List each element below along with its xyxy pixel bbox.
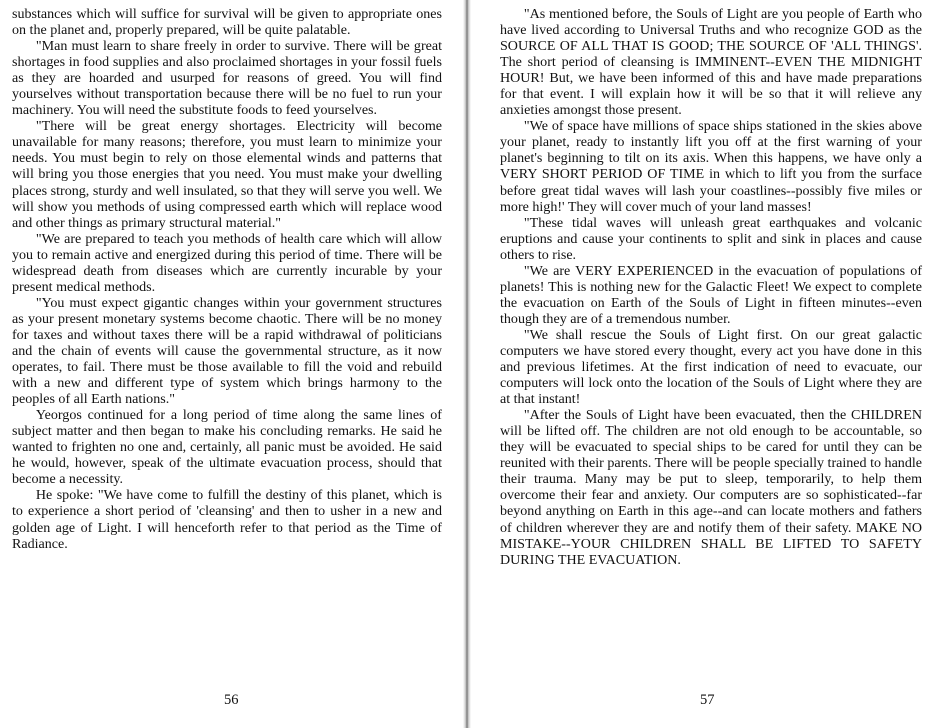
book-spine [463, 0, 471, 728]
paragraph: "We shall rescue the Souls of Light first. On our great galactic computers we have stored every thought, every act you have done in this and previous lifetimes. At the first indication of need to evacuate, our computers will lock onto the location of the Souls of Light where they are at that instant! [500, 326, 922, 408]
page-number: 56 [224, 692, 239, 708]
paragraph: substances which will suffice for survival will be given to appropriate ones on the planet and, properly prepared, will be quite palatable. [12, 6, 442, 39]
paragraph: "We are VERY EXPERIENCED in the evacuation of populations of planets! This is nothing new for the Galactic Fleet! We expect to complete the evacuation on Earth of the Souls of Light in fifteen minutes--even though they are of a tremendous number. [500, 262, 922, 327]
paragraph: "After the Souls of Light have been evacuated, then the CHILDREN will be lifted off. The children are not old enough to be accountable, so they will be evacuated to special ships to be cared for until they can be reunited with their parents. There will be people specially trained to handle their trauma. Many may be put to sleep, temporarily, to help them overcome their fear and anxiety. Our computers are so sophisticated--far beyond anything on Earth in this age--and can locate mothers and fathers of children wherever they are and notify them of their safety. MAKE NO MISTAKE--YOUR CHILDREN SHALL BE LIFTED TO SAFETY DURING THE EVACUATION. [500, 407, 922, 568]
paragraph: "There will be great energy shortages. Electricity will become unavailable for many reasons; therefore, you must learn to minimize your needs. You must begin to rely on those elemental winds and patterns that will bring you those energies that you need. You must make your dwelling places strong, sturdy and well insulated, so that they will serve you well. We will show you methods of using compressed earth which will replace wood and other things as primary structural material." [12, 118, 442, 231]
right-page [500, 6, 922, 568]
paragraph: He spoke: "We have come to fulfill the destiny of this planet, which is to experience a short period of 'cleansing' and then to usher in a new and golden age of Light. I will henceforth refer to that period as the Time of Radiance. [12, 487, 442, 552]
paragraph: "Man must learn to share freely in order to survive. There will be great shortages in food supplies and also proclaimed shortages in your fossil fuels as they are hoarded and usurped for reasons of greed. You will find yourselves without transportation because there will be no fuel to run your machinery. You will need the substitute foods to feed yourselves. [12, 38, 442, 119]
paragraph: "We of space have millions of space ships stationed in the skies above your planet, ready to instantly lift you off at the first warning of your planet's beginning to tilt on its axis. When this happens, we have only a VERY SHORT PERIOD OF TIME in which to lift you from the surface before great tidal waves will lash your coastlines--possibly five miles or more high!' They will cover much of your land masses! [500, 118, 922, 215]
left-page [12, 6, 442, 552]
paragraph: "These tidal waves will unleash great earthquakes and volcanic eruptions and cause your continents to split and sink in places and cause others to rise. [500, 214, 922, 263]
page-number: 57 [700, 692, 715, 708]
paragraph: "We are prepared to teach you methods of health care which will allow you to remain active and energized during this period of time. There will be widespread death from diseases which are currently incurable by your present medical methods. [12, 230, 442, 295]
paragraph: Yeorgos continued for a long period of time along the same lines of subject matter and then began to make his concluding remarks. He said he wanted to frighten no one and, certainly, all panic must be avoided. He said he would, however, speak of the ultimate evacuation process, should that become a necessity. [12, 407, 442, 488]
paragraph: "As mentioned before, the Souls of Light are you people of Earth who have lived according to Universal Truths and who recognize GOD as the SOURCE OF ALL THAT IS GOOD; THE SOURCE OF 'ALL THINGS'. The short period of cleansing is IMMINENT--EVEN THE MIDNIGHT HOUR! But, we have been informed of this and have made preparations for that event. I will explain how it will be so that it will relieve any anxieties amongst those present. [500, 6, 922, 119]
paragraph: "You must expect gigantic changes within your government structures as your present monetary systems become chaotic. There will be no money for taxes and without taxes there will be a rapid withdrawal of politicians and the chain of events will cause the governmental structure, as it now operates, to fail. There must be those available to fill the void and rebuild with a new and different type of system which brings harmony to the peoples of all Earth nations." [12, 294, 442, 408]
